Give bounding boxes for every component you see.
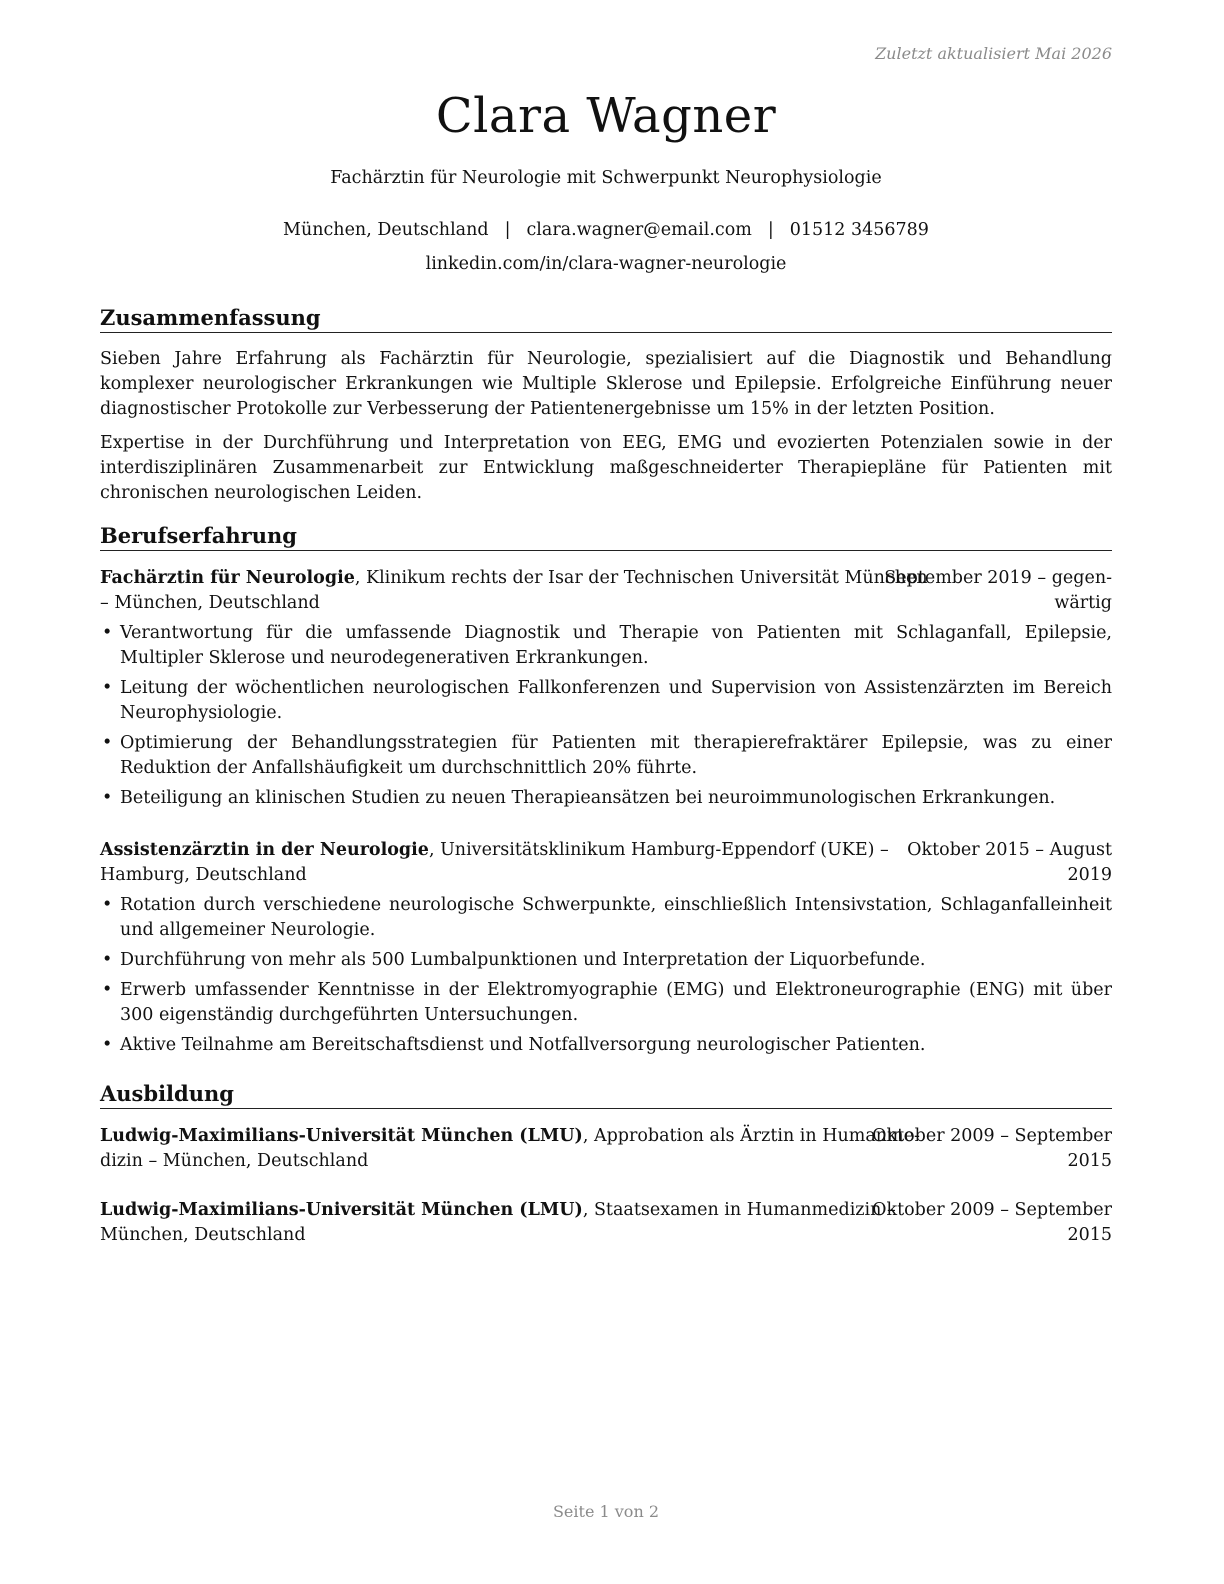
list-item: • Aktive Teilnahme am Bereitschaftsdienst und Notfallversorgung neurologischer Patienten.	[100, 1033, 1112, 1058]
section-title-summary: Zusammenfassung	[100, 305, 1112, 333]
education-degree-line: dizin – München, Deutschland	[100, 1151, 369, 1171]
bullet-icon: •	[102, 732, 113, 753]
job-bullet-list	[100, 621, 1112, 815]
bullet-icon: •	[102, 1034, 113, 1055]
section-title-experience: Berufserfahrung	[100, 523, 1112, 551]
job-date-line: wärtig	[1054, 593, 1112, 613]
job-role: Fachärztin für Neurologie	[100, 568, 355, 588]
candidate-name: Clara Wagner	[435, 88, 777, 144]
bullet-icon: •	[102, 949, 113, 970]
job-org	[100, 838, 889, 888]
summary-paragraph: Sieben Jahre Erfahrung als Fachärztin für Neurologie, spezialisiert auf die Diagnostik und Behandlung komplexer neurologischer Erkrankungen wie Multiple Sklerose und Epilepsie. Erfolgreiche Einführung neuer diagnostischer Protokolle zur Verbesserung der Patientenergebnisse um 15% in der letzten Position.	[100, 349, 1112, 420]
list-item: • Leitung der wöchentlichen neurologischen Fallkonferenzen und Supervision von Assistenzärzten im Bereich Neurophysiologie.	[102, 677, 1112, 724]
bullet-icon: •	[102, 895, 113, 915]
education-school: Ludwig-Maximilians-Universität München (LMU)	[100, 1200, 583, 1220]
section-title-education: Ausbildung	[100, 1081, 1112, 1109]
list-item: • Durchführung von mehr als 500 Lumbalpunktionen und Interpretation der Liquorbefunde.	[100, 948, 1112, 973]
job-org-line: , Klinikum rechts der Isar der Technischen Universität München	[354, 568, 928, 588]
education-date-line: 2015	[1067, 1225, 1112, 1245]
job-dates	[907, 838, 1112, 888]
job-header	[100, 566, 1112, 618]
job-date-line: September 2019 – gegen-	[884, 568, 1112, 588]
education-degree-line: , Approbation als Ärztin in Humanme-	[582, 1126, 920, 1146]
education-entry	[100, 1124, 1112, 1176]
bullet-icon: •	[102, 787, 113, 808]
job-bullet-list	[100, 893, 1112, 1062]
education-degree	[100, 1198, 896, 1248]
contact-line	[100, 220, 1112, 240]
contact-email[interactable]: clara.wagner@email.com	[526, 220, 752, 240]
education-date-line: Oktober 2009 – September	[872, 1126, 1112, 1146]
education-degree-line: , Staatsexamen in Humanmedizin –	[582, 1200, 896, 1220]
job-org-line: , Universitätsklinikum Hamburg-Eppendorf (UKE) –	[428, 840, 889, 860]
contact-separator: |	[767, 220, 774, 240]
contact-phone[interactable]: 01512 3456789	[789, 220, 929, 240]
job-role: Assistenzärztin in der Neurologie	[100, 840, 429, 860]
list-item: • Beteiligung an klinischen Studien zu neuen Therapieansätzen bei neuroimmunologischen Erkrankungen.	[100, 786, 1112, 811]
job-org	[100, 566, 928, 616]
job-dates	[884, 566, 1112, 616]
bullet-icon: •	[102, 677, 113, 698]
education-degree	[100, 1124, 920, 1174]
resume-page	[100, 0, 1112, 1584]
education-dates	[872, 1124, 1112, 1174]
education-entry	[100, 1198, 1112, 1250]
contact-linkedin[interactable]: linkedin.com/in/clara-wagner-neurologie	[425, 254, 787, 274]
list-item: • Rotation durch verschiedene neurologische Schwerpunkte, einschließlich Intensivstation, Schlaganfalleinheit und allgemeiner Neurologie.	[102, 895, 1112, 941]
bullet-icon: •	[102, 979, 113, 1000]
job-date-line: Oktober 2015 – August	[907, 840, 1112, 860]
bullet-icon: •	[102, 623, 113, 643]
education-degree-line: München, Deutschland	[100, 1225, 306, 1245]
job-location: Hamburg, Deutschland	[100, 865, 307, 885]
summary-paragraph: Expertise in der Durchführung und Interpretation von EEG, EMG und evozierten Potenzialen sowie in der interdisziplinären Zusammenarbeit zur Entwicklung maßgeschneiderter Therapiepläne für Patienten mit chronischen neurologischen Leiden.	[100, 433, 1112, 504]
job-location: – München, Deutschland	[100, 593, 320, 613]
last-updated: Zuletzt aktualisiert Mai 2026	[875, 44, 1112, 63]
job-header	[100, 838, 1112, 890]
list-item: • Verantwortung für die umfassende Diagnostik und Therapie von Patienten mit Schlaganfall, Epilepsie, Multipler Sklerose und neurodegenerativen Erkrankungen.	[102, 623, 1112, 669]
candidate-subtitle: Fachärztin für Neurologie mit Schwerpunkt Neurophysiologie	[330, 168, 882, 188]
education-date-line: Oktober 2009 – September	[872, 1200, 1112, 1220]
page-number: Seite 1 von 2	[552, 1502, 660, 1521]
education-dates	[872, 1198, 1112, 1248]
contact-location: München, Deutschland	[283, 220, 489, 240]
job-date-line: 2019	[1067, 865, 1112, 885]
education-date-line: 2015	[1067, 1151, 1112, 1171]
list-item: • Optimierung der Behandlungsstrategien für Patienten mit therapierefraktärer Epilepsie, was zu einer Reduktion der Anfallshäufigkeit um durchschnittlich 20% führte.	[102, 732, 1112, 779]
list-item: • Erwerb umfassender Kenntnisse in der Elektromyographie (EMG) und Elektroneurographie (ENG) mit über 300 eigenständig durchgeführten Untersuchungen.	[102, 979, 1112, 1025]
education-school: Ludwig-Maximilians-Universität München (LMU)	[100, 1126, 583, 1146]
contact-separator: |	[504, 220, 511, 240]
